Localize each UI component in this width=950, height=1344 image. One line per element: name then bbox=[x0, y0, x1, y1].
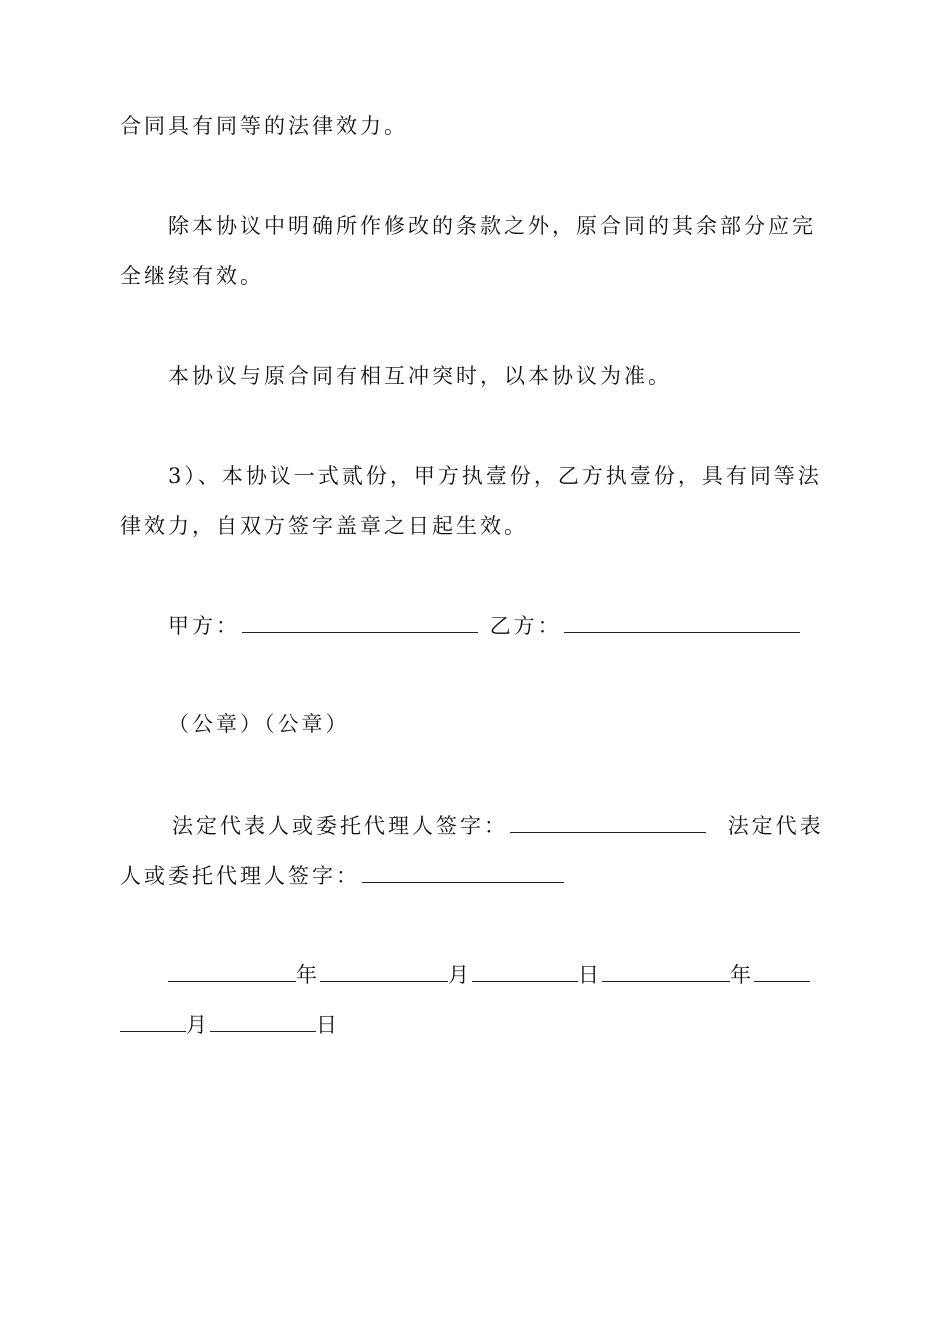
paragraph-copies-line-2: 律效力，自双方签字盖章之日起生效。 bbox=[120, 514, 528, 538]
representative-row-2 bbox=[120, 862, 835, 890]
date-b-year-blank[interactable] bbox=[602, 963, 730, 982]
party-b-label: 乙方： bbox=[489, 614, 562, 638]
date-a-year-label: 年 bbox=[296, 963, 320, 987]
representative-b-label-end: 人或委托代理人签字： bbox=[120, 864, 360, 888]
date-b-year-label: 年 bbox=[730, 963, 754, 987]
date-b-month-label: 月 bbox=[186, 1013, 210, 1037]
representative-a-label: 法定代表人或委托代理人签字： bbox=[172, 814, 508, 838]
representative-a-blank[interactable] bbox=[510, 814, 706, 833]
date-a-day-blank[interactable] bbox=[472, 963, 578, 982]
date-a-month-label: 月 bbox=[448, 963, 472, 987]
paragraph-conflict-clause: 本协议与原合同有相互冲突时，以本协议为准。 bbox=[168, 364, 672, 388]
paragraph-copies-line-1: 3）、本协议一式贰份，甲方执壹份，乙方执壹份，具有同等法 bbox=[168, 464, 822, 488]
date-b-day-label: 日 bbox=[316, 1013, 340, 1037]
party-a-blank[interactable] bbox=[242, 614, 478, 633]
date-b-day-blank[interactable] bbox=[210, 1013, 316, 1032]
date-b-month-blank-start[interactable] bbox=[754, 963, 810, 982]
seal-row: （公章）（公章） bbox=[168, 712, 350, 736]
paragraph-modification-line-1: 除本协议中明确所作修改的条款之外，原合同的其余部分应完 bbox=[168, 214, 816, 238]
date-a-day-label: 日 bbox=[578, 963, 602, 987]
party-b-blank[interactable] bbox=[564, 614, 800, 633]
paragraph-modification-line-2: 全继续有效。 bbox=[120, 264, 264, 288]
date-a-month-blank[interactable] bbox=[320, 963, 448, 982]
date-row-2 bbox=[120, 1011, 835, 1039]
date-a-year-blank[interactable] bbox=[168, 963, 296, 982]
party-a-label: 甲方： bbox=[168, 614, 240, 638]
paragraph-continuation: 合同具有同等的法律效力。 bbox=[120, 114, 408, 138]
date-row-1 bbox=[168, 961, 835, 989]
party-signature-row bbox=[168, 612, 835, 640]
date-b-month-blank-end[interactable] bbox=[120, 1013, 186, 1032]
representative-b-blank[interactable] bbox=[362, 864, 564, 883]
representative-row-1 bbox=[172, 812, 839, 840]
representative-b-label-start: 法定代表 bbox=[727, 814, 824, 838]
